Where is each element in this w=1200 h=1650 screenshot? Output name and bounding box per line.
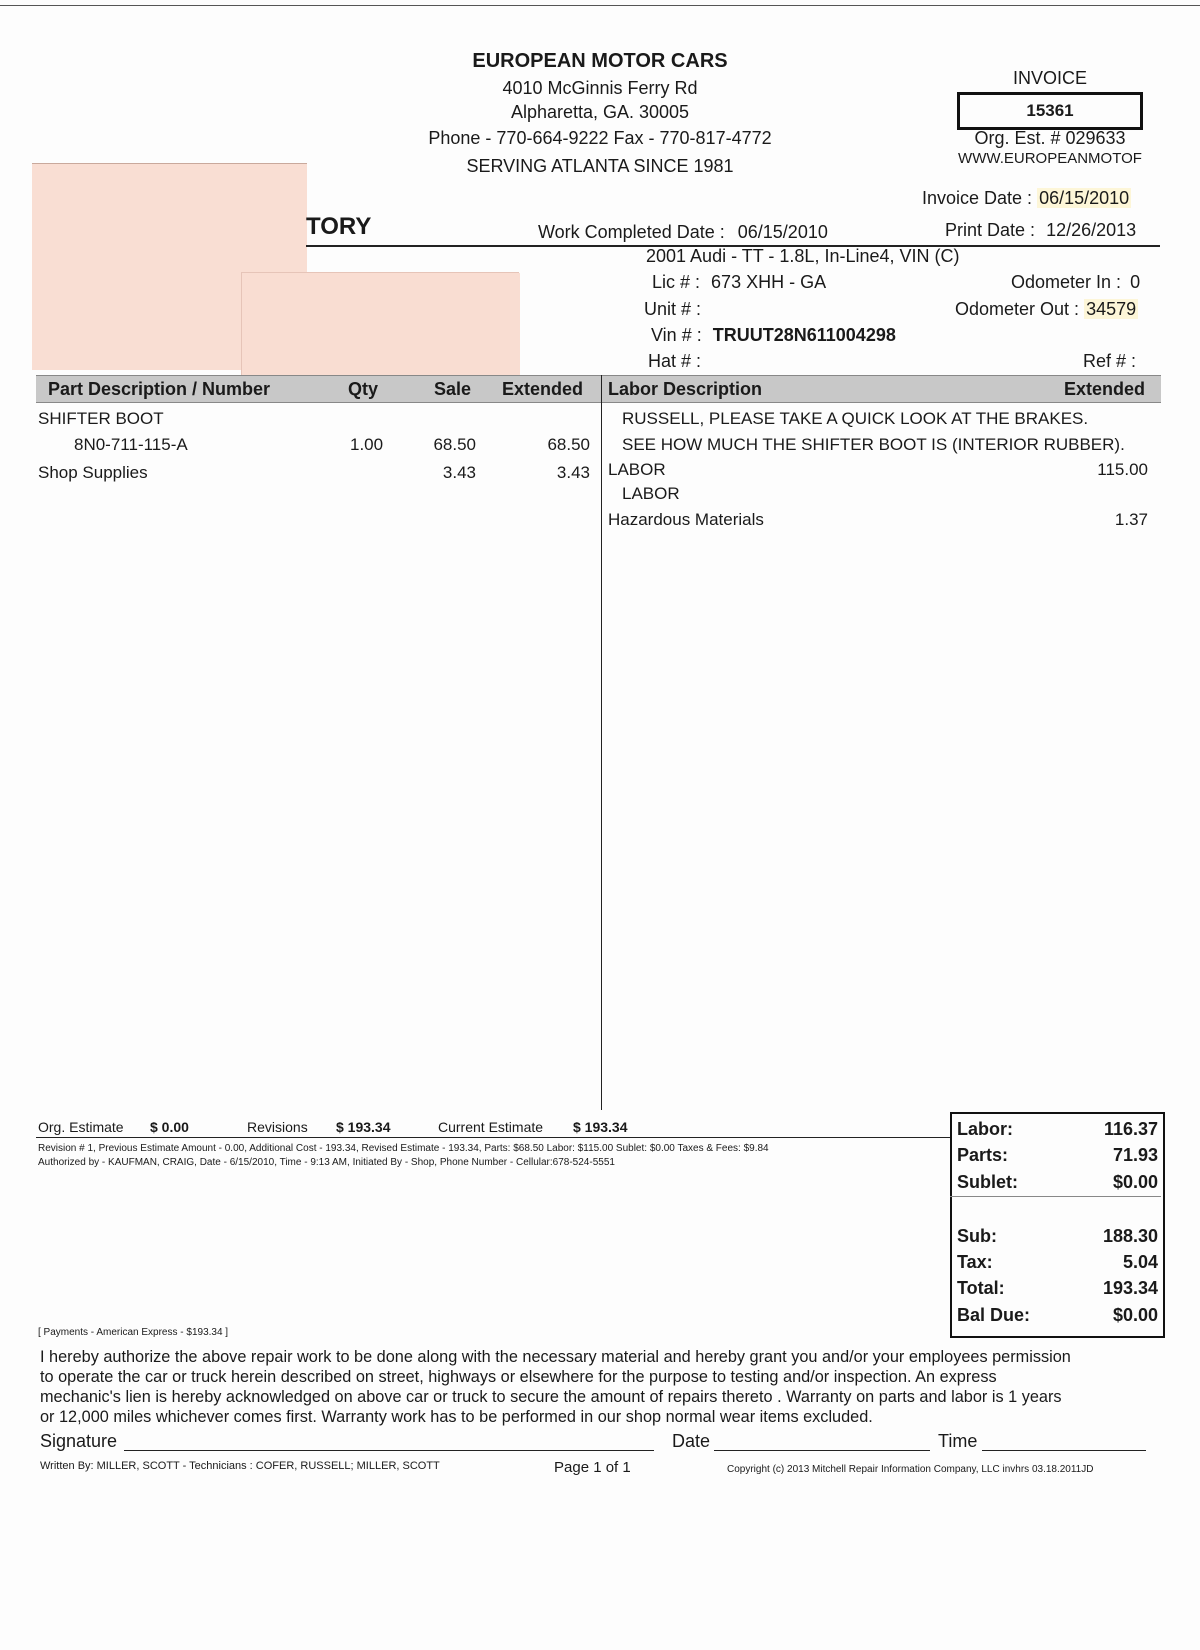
totals-labor-label: Labor: <box>957 1119 1013 1139</box>
vin-label: Vin # : <box>651 325 702 345</box>
scan-top-edge <box>0 5 1200 6</box>
authorization-line-4: or 12,000 miles whichever comes first. Warranty work has to be performed in our shop normal wear items excluded. <box>40 1408 873 1426</box>
print-date-row <box>945 220 1136 241</box>
license-value: 673 XHH - GA <box>711 272 827 292</box>
odometer-in-label: Odometer In : <box>1011 272 1122 292</box>
part-1-number: 8N0-711-115-A <box>74 435 188 454</box>
header-rule-left <box>306 245 526 247</box>
labor-item-1-amount: 115.00 <box>1097 460 1148 479</box>
invoice-date-value: 06/15/2010 <box>1039 188 1130 208</box>
authorization-line-1: I hereby authorize the above repair work to be done along with the necessary material and hereby grant you and/or your employees permission <box>40 1348 1071 1366</box>
vin-row <box>651 325 896 346</box>
hat-label: Hat # : <box>648 351 702 371</box>
sticker-edge <box>32 163 307 164</box>
totals-sub-value: 188.30 <box>1102 1226 1158 1246</box>
labor-note-1: RUSSELL, PLEASE TAKE A QUICK LOOK AT THE BRAKES. <box>622 409 1089 428</box>
written-by: Written By: MILLER, SCOTT - Technicians : COFER, RUSSELL; MILLER, SCOTT <box>40 1460 440 1472</box>
col-extended: Extended <box>502 379 584 399</box>
payments-note: [ Payments - American Express - $193.34 ] <box>38 1327 229 1338</box>
work-completed-value: 06/15/2010 <box>737 222 828 242</box>
labor-item-2: Hazardous Materials <box>608 510 764 529</box>
odometer-out-label: Odometer Out : <box>955 299 1080 319</box>
signature-label: Signature <box>40 1431 118 1451</box>
revisions-label: Revisions <box>247 1119 308 1135</box>
license-label: Lic # : <box>652 272 701 292</box>
odometer-in-row <box>1011 272 1140 293</box>
totals-sublet-value: $0.00 <box>1112 1172 1158 1192</box>
shop-slogan: SERVING ATLANTA SINCE 1981 <box>466 156 734 176</box>
revision-line-2: Authorized by - KAUFMAN, CRAIG, Date - 6/15/2010, Time - 9:13 AM, Initiated By - Shop, Phone Number - Cellular:678-524-5551 <box>38 1157 615 1168</box>
part-2-extended: 3.43 <box>556 463 590 482</box>
current-estimate-label: Current Estimate <box>438 1119 544 1135</box>
revision-line-1: Revision # 1, Previous Estimate Amount - 0.00, Additional Cost - 193.34, Revised Estimate - 193.34, Parts: $68.50 Labor: $115.00 Sublet: $0.00 Taxes & Fees: $9.84 <box>38 1143 769 1154</box>
invoice-history-title: TORY <box>306 213 372 240</box>
shop-address-1: 4010 McGinnis Ferry Rd <box>502 78 698 98</box>
page-number: Page 1 of 1 <box>554 1459 631 1476</box>
totals-separator <box>950 1196 1161 1197</box>
totals-tax-value: 5.04 <box>1122 1252 1158 1272</box>
labor-item-1: LABOR <box>608 460 666 479</box>
part-1-qty: 1.00 <box>350 435 384 454</box>
vin-value: TRUUT28N611004298 <box>712 325 896 345</box>
invoice-label: INVOICE <box>1012 68 1087 88</box>
totals-tax-label: Tax: <box>957 1252 993 1272</box>
revisions-value: $ 193.34 <box>336 1119 391 1135</box>
vehicle-description: 2001 Audi - TT - 1.8L, In-Line4, VIN (C) <box>646 246 960 266</box>
part-1-description: SHIFTER BOOT <box>38 409 164 428</box>
totals-total-label: Total: <box>957 1278 1005 1298</box>
part-1-sale: 68.50 <box>433 435 476 454</box>
estimate-rule <box>36 1137 951 1138</box>
org-estimate-number: Org. Est. # 029633 <box>974 128 1126 148</box>
odometer-out-value: 34579 <box>1086 299 1137 319</box>
print-date-value: 12/26/2013 <box>1046 220 1137 240</box>
totals-total-value: 193.34 <box>1102 1278 1158 1298</box>
totals-sub-label: Sub: <box>957 1226 997 1246</box>
part-1-extended: 68.50 <box>547 435 590 454</box>
time-line <box>982 1450 1146 1451</box>
invoice-date-row <box>922 188 1131 209</box>
part-2-description: Shop Supplies <box>38 463 148 482</box>
current-estimate-value: $ 193.34 <box>573 1119 628 1135</box>
time-label: Time <box>938 1431 978 1451</box>
authorization-line-3: mechanic's lien is hereby acknowledged on above car or truck to secure the amount of repairs thereto . Warranty on parts and labor is 1 years <box>40 1388 1062 1406</box>
ref-label: Ref # : <box>1083 351 1137 371</box>
col-sale: Sale <box>434 379 472 399</box>
copyright: Copyright (c) 2013 Mitchell Repair Information Company, LLC invhrs 03.18.2011JD <box>727 1464 1094 1475</box>
shop-phone-fax: Phone - 770-664-9222 Fax - 770-817-4772 <box>428 128 772 148</box>
org-estimate-value: $ 0.00 <box>150 1119 189 1135</box>
invoice-number: 15361 <box>957 92 1143 130</box>
odometer-in-value: 0 <box>1130 272 1141 292</box>
redaction-sticker-2 <box>242 273 520 376</box>
totals-labor-value: 116.37 <box>1103 1119 1158 1139</box>
part-2-sale: 3.43 <box>442 463 476 482</box>
odometer-out-row <box>955 299 1138 320</box>
col-qty: Qty <box>348 379 379 399</box>
invoice-date-label: Invoice Date : <box>922 188 1033 208</box>
totals-sublet-label: Sublet: <box>957 1172 1018 1192</box>
signature-line <box>124 1450 654 1451</box>
col-labor-extended: Extended <box>1064 379 1146 399</box>
license-row <box>652 272 826 293</box>
unit-label: Unit # : <box>644 299 702 319</box>
labor-note-2: SEE HOW MUCH THE SHIFTER BOOT IS (INTERIOR RUBBER). <box>622 435 1125 454</box>
authorization-text <box>40 1347 1170 1427</box>
column-divider <box>601 375 602 1110</box>
totals-parts-value: 71.93 <box>1112 1145 1158 1165</box>
labor-item-2-amount: 1.37 <box>1114 510 1148 529</box>
date-line <box>714 1450 930 1451</box>
authorization-line-2: to operate the car or truck herein described on street, highways or elsewhere for the purpose to testing and/or inspection. An express <box>40 1368 997 1386</box>
totals-bal-due-label: Bal Due: <box>957 1305 1031 1325</box>
shop-website: WWW.EUROPEANMOTOF <box>958 150 1142 167</box>
print-date-label: Print Date : <box>945 220 1036 240</box>
shop-name: EUROPEAN MOTOR CARS <box>472 50 728 72</box>
date-label: Date <box>672 1431 711 1451</box>
org-estimate-label: Org. Estimate <box>38 1119 124 1135</box>
work-completed-row <box>538 222 828 243</box>
work-completed-label: Work Completed Date : <box>538 222 725 242</box>
labor-item-1-sub: LABOR <box>622 484 680 503</box>
col-labor-description: Labor Description <box>608 379 763 399</box>
col-part-description: Part Description / Number <box>48 379 271 399</box>
shop-address-2: Alpharetta, GA. 30005 <box>510 102 690 122</box>
totals-bal-due-value: $0.00 <box>1112 1305 1158 1325</box>
totals-parts-label: Parts: <box>957 1145 1009 1165</box>
